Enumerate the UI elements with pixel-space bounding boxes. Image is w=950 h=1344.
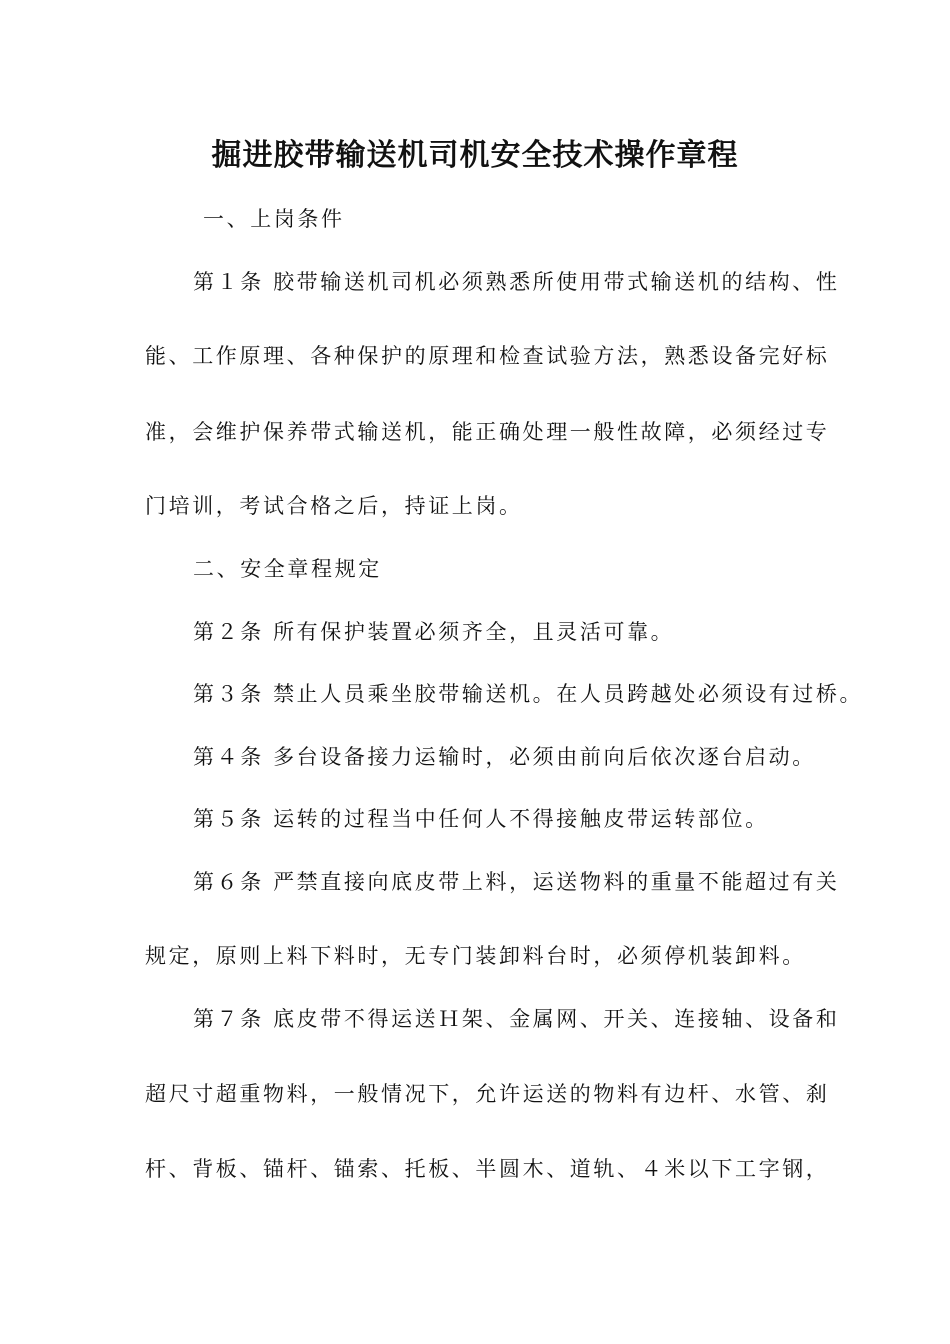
paragraph-line: 能、工作原理、各种保护的原理和检查试验方法，熟悉设备完好标 (145, 344, 830, 368)
paragraph-line: 第２条 所有保护装置必须齐全，且灵活可靠。 (193, 620, 675, 644)
paragraph-line: 第１条 胶带输送机司机必须熟悉所使用带式输送机的结构、性 (193, 270, 840, 294)
paragraph-line: 第６条 严禁直接向底皮带上料，运送物料的重量不能超过有关 (193, 870, 840, 894)
paragraph-line: 门培训，考试合格之后，持证上岗。 (145, 494, 523, 518)
paragraph-line: 准，会维护保养带式输送机，能正确处理一般性故障，必须经过专 (145, 420, 830, 444)
paragraph-line: 第４条 多台设备接力运输时，必须由前向后依次逐台启动。 (193, 745, 816, 769)
paragraph-line: 杆、背板、锚杆、锚索、托板、半圆木、道轨、４米以下工字钢， (145, 1157, 830, 1181)
paragraph-line: 第７条 底皮带不得运送Ｈ架、金属网、开关、连接轴、设备和 (193, 1007, 840, 1031)
paragraph-line: 第５条 运转的过程当中任何人不得接触皮带运转部位。 (193, 807, 769, 831)
paragraph-line: 规定，原则上料下料时，无专门装卸料台时，必须停机装卸料。 (145, 944, 806, 968)
paragraph-line: 超尺寸超重物料，一般情况下，允许运送的物料有边杆、水管、刹 (145, 1082, 830, 1106)
paragraph-line: 第３条 禁止人员乘坐胶带输送机。在人员跨越处必须设有过桥。 (193, 682, 864, 706)
section-heading: 二、安全章程规定 (193, 557, 382, 581)
document-title: 掘进胶带输送机司机安全技术操作章程 (211, 138, 739, 173)
section-heading: 一、上岗条件 (203, 207, 345, 231)
